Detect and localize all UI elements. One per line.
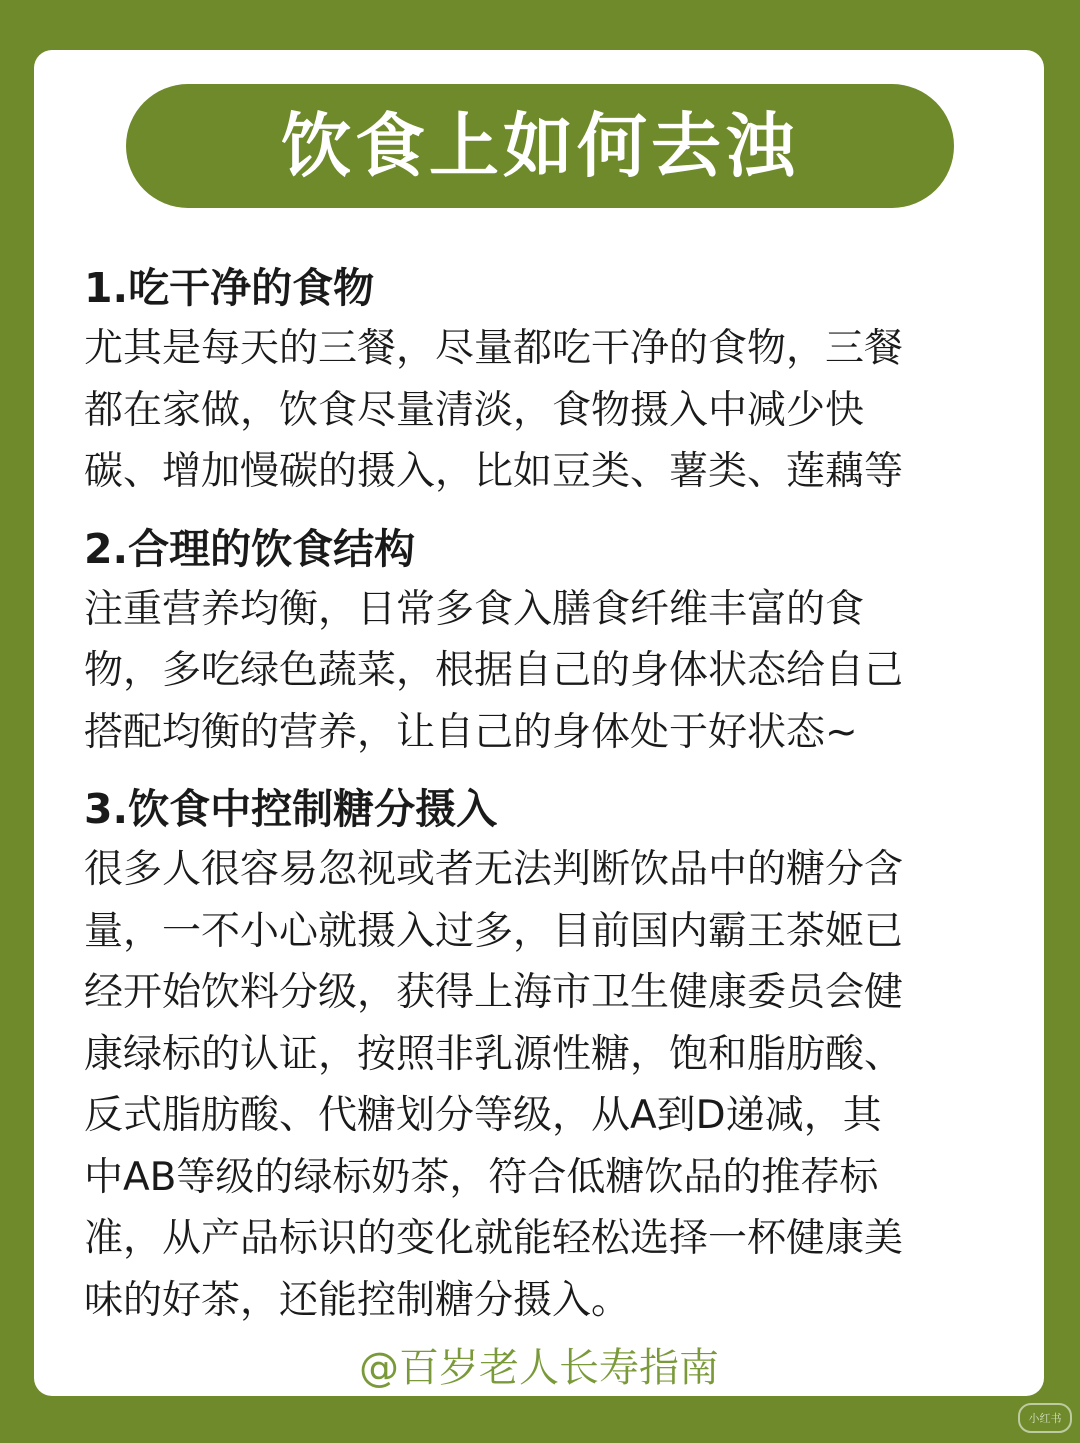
title-banner xyxy=(126,84,954,208)
page-title: 饮食上如何去浊 xyxy=(281,105,799,187)
section-3 xyxy=(84,779,1004,1331)
paragraph-line: 碳、增加慢碳的摄入，比如豆类、薯类、莲藕等 xyxy=(84,449,904,494)
paragraph-line: 物，多吃绿色蔬菜，根据自己的身体状态给自己 xyxy=(84,648,904,693)
paragraph-line: 尤其是每天的三餐，尽量都吃干净的食物，三餐 xyxy=(84,326,904,371)
paragraph-line: 反式脂肪酸、代糖划分等级，从A到D递减，其 xyxy=(84,1093,882,1138)
section-heading: 1.吃干净的食物 xyxy=(84,264,375,312)
paragraph-line: 康绿标的认证，按照非乳源性糖，饱和脂肪酸、 xyxy=(84,1031,904,1077)
author-signature: @百岁老人长寿指南 xyxy=(359,1345,719,1391)
section-heading: 3.饮食中控制糖分摄入 xyxy=(84,785,498,833)
paragraph-line: 搭配均衡的营养，让自己的身体处于好状态~ xyxy=(84,709,858,755)
section-1 xyxy=(84,258,1004,503)
section-heading: 2.合理的饮食结构 xyxy=(84,524,416,573)
paragraph-line: 都在家做，饮食尽量清淡，食物摄入中减少快 xyxy=(84,387,865,433)
paragraph-line: 经开始饮料分级，获得上海市卫生健康委员会健 xyxy=(84,970,904,1015)
article-body xyxy=(84,258,1004,1347)
content-card xyxy=(34,50,1044,1396)
watermark-logo: 小红书 xyxy=(1018,1403,1072,1433)
paragraph-line: 量，一不小心就摄入过多，目前国内霸王茶姬已 xyxy=(84,908,904,954)
paragraph-line: 中AB等级的绿标奶茶，符合低糖饮品的推荐标 xyxy=(84,1154,879,1200)
paragraph-line: 准，从产品标识的变化就能轻松选择一杯健康美 xyxy=(84,1216,904,1261)
paragraph-line: 味的好茶，还能控制糖分摄入。 xyxy=(84,1277,631,1323)
section-2 xyxy=(84,519,1004,764)
paragraph-line: 很多人很容易忽视或者无法判断饮品中的糖分含 xyxy=(84,847,904,892)
paragraph-line: 注重营养均衡，日常多食入膳食纤维丰富的食 xyxy=(84,586,865,632)
